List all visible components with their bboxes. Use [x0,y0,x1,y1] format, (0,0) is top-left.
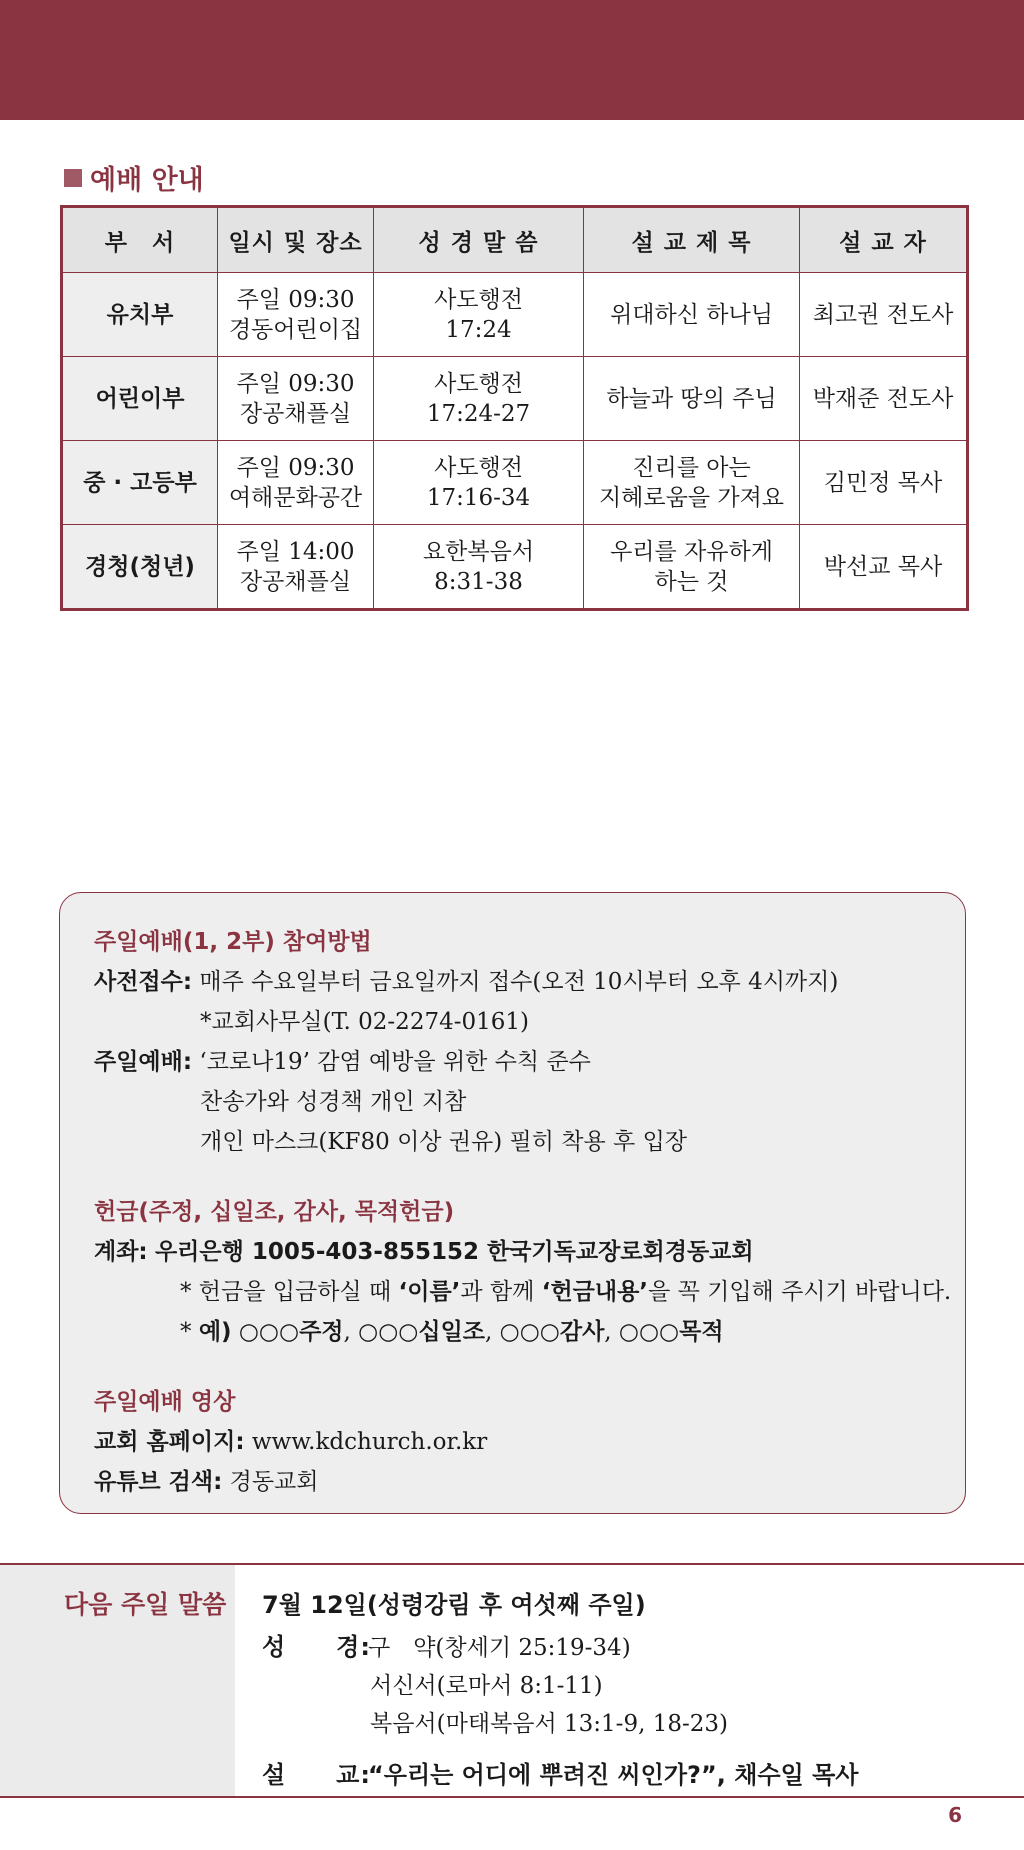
column-header-sermon-title: 설 교 제 목 [584,207,800,273]
sermon-title-cell [584,273,800,357]
scripture-cell [374,525,584,610]
table-row [62,525,968,610]
example-placeholder: ○○○ [618,1319,680,1345]
offering-note-text: 을 꼭 기입해 주시기 바랍니다. [648,1279,952,1305]
sermon-key: 설 교: [262,1761,371,1789]
time-text: 주일 09:30 [236,370,355,397]
offering-note [180,1273,951,1306]
sunday-rule-1: ‘코로나19’ 감염 예방을 위한 수칙 준수 [199,1049,591,1075]
square-bullet-icon [64,169,82,187]
preacher-cell: 최고권 전도사 [800,273,968,357]
offering-note-text: 과 함께 [460,1279,542,1305]
youtube-line [94,1463,318,1496]
dept-cell: 중 · 고등부 [62,441,218,525]
place-text: 여해문화공간 [228,484,363,511]
section-title-text: 예배 안내 [90,165,204,196]
example-item: 목적 [679,1319,724,1345]
sermon-title-line: 하는 것 [654,568,729,595]
homepage-line [94,1423,487,1456]
example-placeholder: ○○○ [499,1319,560,1345]
worship-schedule-table [60,205,969,611]
account-label: 계좌: [94,1239,148,1265]
homepage-url[interactable]: www.kdchurch.or.kr [251,1429,488,1455]
table-row [62,357,968,441]
example-placeholder: ○○○ [358,1319,419,1345]
old-testament-reading: 구 약(창세기 25:19-34) [368,1635,631,1661]
time-text: 주일 09:30 [236,286,355,313]
notice-box [59,892,966,1514]
time-place-cell [218,273,374,357]
offering-note-content: ‘헌금내용’ [541,1279,649,1305]
table-row [62,441,968,525]
place-text: 경동어린이집 [228,316,363,343]
example-placeholder: ○○○ [238,1319,300,1345]
offering-title: 헌금(주정, 십일조, 감사, 목적헌금) [94,1199,455,1225]
example-item: 주정 [299,1319,344,1345]
scripture-book: 사도행전 [434,286,523,313]
sermon-title-line: 진리를 아는 [632,454,751,481]
participation-title: 주일예배(1, 2부) 참여방법 [94,929,372,955]
column-header-scripture: 성 경 말 씀 [374,207,584,273]
scripture-cell [374,441,584,525]
scripture-verse: 17:24-27 [426,400,531,427]
time-place-cell [218,525,374,610]
sunday-label: 주일예배: [94,1049,193,1075]
scripture-key: 성 경: [262,1633,371,1661]
sermon-title-line: 하늘과 땅의 주님 [606,385,777,412]
example-separator: , [604,1319,619,1345]
top-header-bar [0,0,1024,120]
sermon-title-line: 위대하신 하나님 [610,301,773,328]
table-header-row [62,207,968,273]
registration-text: 매주 수요일부터 금요일까지 접수(오전 10시부터 오후 4시까지) [199,969,839,995]
sermon-title-line: 지혜로움을 가져요 [598,484,785,511]
youtube-search-term: 경동교회 [229,1469,319,1495]
table-row [62,273,968,357]
epistle-reading: 서신서(로마서 8:1-11) [370,1673,603,1699]
example-prefix: * [180,1319,199,1345]
account-value: 우리은행 1005-403-855152 한국기독교장로회경동교회 [154,1239,754,1265]
example-item: 십일조 [418,1319,486,1345]
dept-cell: 유치부 [62,273,218,357]
offering-note-name: ‘이름’ [398,1279,461,1305]
column-header-dept: 부 서 [62,207,218,273]
sunday-rule-3: 개인 마스크(KF80 이상 권유) 필히 착용 후 입장 [200,1129,688,1155]
section-title [64,158,204,197]
scripture-book: 사도행전 [434,370,523,397]
scripture-book: 요한복음서 [422,538,535,565]
dept-cell: 어린이부 [62,357,218,441]
sermon-title-cell [584,357,800,441]
registration-line [94,963,838,996]
scripture-verse: 17:16-34 [426,484,531,511]
video-title: 주일예배 영상 [94,1389,236,1415]
scripture-verse: 8:31-38 [434,568,523,595]
account-line [94,1233,754,1266]
column-header-time-place: 일시 및 장소 [218,207,374,273]
sermon-title-line: 우리를 자유하게 [610,538,773,565]
scripture-book: 사도행전 [434,454,523,481]
sermon-title-cell [584,441,800,525]
time-text: 주일 09:30 [236,454,355,481]
time-place-cell [218,357,374,441]
page-number: 6 [948,1803,962,1827]
homepage-label: 교회 홈페이지: [94,1429,245,1455]
preacher-cell: 박선교 목사 [800,525,968,610]
sunday-rules-line [94,1043,591,1076]
scripture-cell [374,357,584,441]
place-text: 장공채플실 [239,568,352,595]
scripture-verse: 17:24 [445,316,512,343]
office-contact: *교회사무실(T. 02-2274-0161) [200,1009,529,1035]
column-header-preacher: 설 교 자 [800,207,968,273]
offering-example [180,1313,724,1346]
next-week-section [0,1563,1024,1798]
time-text: 주일 14:00 [236,538,355,565]
sermon-title-cell [584,525,800,610]
next-week-label: 다음 주일 말씀 [64,1590,227,1619]
time-place-cell [218,441,374,525]
example-separator: , [485,1319,500,1345]
youtube-label: 유튜브 검색: [94,1469,223,1495]
example-separator: , [343,1319,359,1345]
dept-cell: 경청(청년) [62,525,218,610]
gospel-reading: 복음서(마태복음서 13:1-9, 18-23) [370,1711,728,1737]
place-text: 장공채플실 [239,400,352,427]
example-item: 감사 [559,1319,605,1345]
sunday-rule-2: 찬송가와 성경책 개인 지참 [200,1089,467,1115]
sermon-title-preacher: “우리는 어디에 뿌려진 씨인가?”, 채수일 목사 [368,1761,859,1789]
registration-label: 사전접수: [94,969,193,995]
preacher-cell: 김민정 목사 [800,441,968,525]
next-week-date: 7월 12일(성령강림 후 여섯째 주일) [262,1591,646,1619]
scripture-cell [374,273,584,357]
preacher-cell: 박재준 전도사 [800,357,968,441]
example-label: 예) [198,1319,232,1345]
offering-note-text: * 헌금을 입금하실 때 [180,1279,399,1305]
